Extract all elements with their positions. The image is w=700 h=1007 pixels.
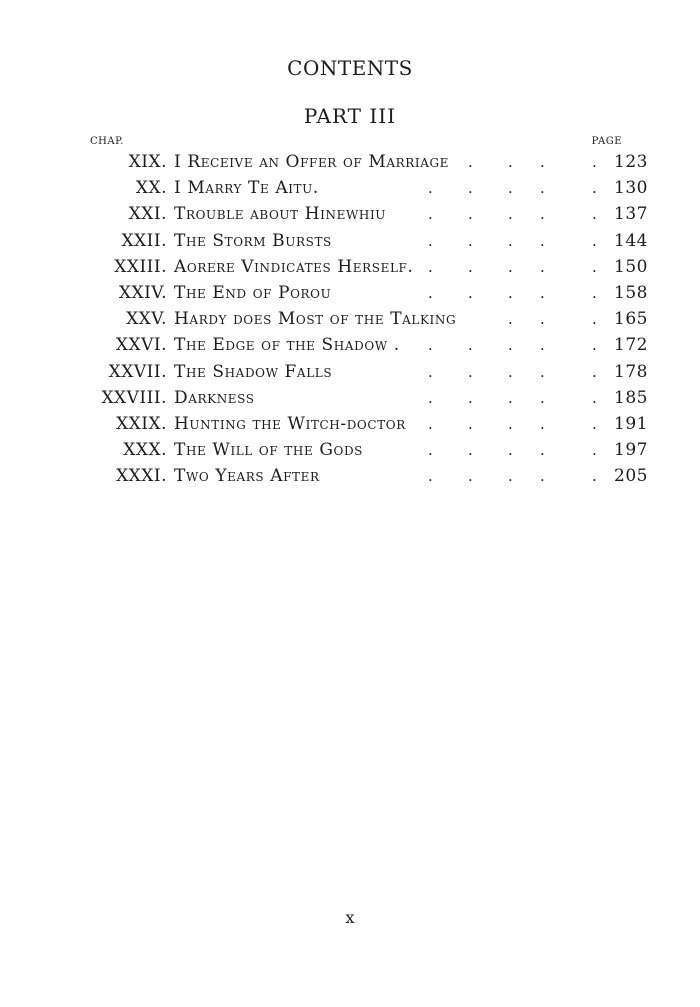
leader-dot: . [592, 153, 597, 171]
chapter-number: XXI. [128, 204, 167, 225]
toc-entry[interactable] [0, 149, 700, 175]
leader-dot: . [428, 205, 433, 224]
leader-dot: . [428, 467, 433, 486]
leader-dot: . [540, 362, 545, 381]
leader-dot: . [468, 362, 473, 381]
chapter-page: 165 [614, 309, 648, 330]
leader-dot: . [468, 441, 473, 460]
chapter-page: 150 [614, 256, 648, 277]
part-heading: PART III [303, 104, 397, 128]
leader-dot: . [508, 179, 513, 198]
leader-dot: . [468, 414, 473, 433]
chapter-number: XXIII. [114, 256, 167, 277]
leader-dot: . [540, 414, 545, 433]
chapter-page: 185 [614, 387, 648, 408]
page-number: x [345, 908, 355, 927]
chapter-number: XIX. [128, 152, 167, 172]
chapter-number: XXV. [126, 309, 167, 330]
leader-dot: . [508, 283, 513, 302]
toc-entry[interactable] [0, 385, 700, 411]
chapter-number: XXIX. [116, 413, 167, 434]
leader-dot: . [508, 257, 513, 276]
leader-dot: . [468, 179, 473, 198]
leader-dot: . [592, 310, 597, 329]
leader-dot: . [540, 336, 545, 355]
toc-entry[interactable] [0, 280, 700, 306]
chapter-number: XX. [135, 178, 167, 199]
chapter-page: 205 [614, 466, 648, 487]
leader-dot: . [468, 336, 473, 355]
leader-dot: . [508, 336, 513, 355]
chapter-title[interactable]: Aorere Vindicates Herself. [174, 256, 414, 277]
chapter-number: XXX. [123, 440, 167, 461]
leader-dot: . [428, 231, 433, 250]
table-of-contents [0, 149, 700, 489]
toc-entry[interactable] [0, 437, 700, 463]
leader-dot: . [540, 179, 545, 198]
leader-dot: . [592, 467, 597, 486]
chapter-page: 197 [614, 440, 648, 461]
leader-dot: . [508, 231, 513, 250]
leader-dot: . [592, 205, 597, 224]
leader-dot: . [468, 153, 473, 171]
toc-entry[interactable] [0, 359, 700, 385]
leader-dot: . [592, 231, 597, 250]
leader-dot: . [508, 388, 513, 407]
chapter-page: 144 [614, 230, 648, 251]
leader-dot: . [508, 310, 513, 329]
chapter-page: 130 [614, 178, 648, 199]
leader-dot: . [540, 205, 545, 224]
chapter-number: XXVII. [108, 361, 167, 382]
chapter-title[interactable]: I Marry Te Aitu. [174, 178, 319, 199]
leader-dot: . [592, 441, 597, 460]
leader-dot: . [540, 388, 545, 407]
toc-entry[interactable] [0, 254, 700, 280]
chapter-title[interactable]: Hardy does Most of the Talking [174, 309, 457, 330]
leader-dot: . [508, 153, 513, 171]
leader-dot: . [428, 257, 433, 276]
leader-dot: . [428, 388, 433, 407]
chapter-number: XXII. [121, 230, 167, 251]
leader-dot: . [428, 441, 433, 460]
chapter-page: 191 [614, 413, 648, 434]
chapter-page: 178 [614, 361, 648, 382]
chapter-title[interactable]: Darkness [174, 387, 255, 408]
chapter-title[interactable]: I Receive an Offer of Marriage [174, 152, 450, 172]
leader-dot: . [468, 388, 473, 407]
chapter-number: XXVIII. [101, 387, 167, 408]
chapter-title[interactable]: Hunting the Witch-doctor [174, 413, 406, 434]
leader-dot: . [468, 283, 473, 302]
toc-entry[interactable] [0, 463, 700, 489]
leader-dot: . [592, 283, 597, 302]
toc-entry[interactable] [0, 201, 700, 227]
leader-dot: . [592, 388, 597, 407]
chapter-title[interactable]: The End of Porou [174, 282, 332, 303]
chapter-page: 137 [614, 204, 648, 225]
leader-dot: . [540, 441, 545, 460]
leader-dot: . [508, 362, 513, 381]
chapter-number: XXIV. [118, 282, 167, 303]
leader-dot: . [508, 414, 513, 433]
leader-dot: . [428, 179, 433, 198]
toc-entry[interactable] [0, 411, 700, 437]
chapter-title[interactable]: The Storm Bursts [174, 230, 332, 251]
leader-dot: . [592, 414, 597, 433]
leader-dot: . [540, 310, 545, 329]
leader-dot: . [468, 205, 473, 224]
leader-dot: . [468, 467, 473, 486]
leader-dot: . [468, 257, 473, 276]
chap-column-label: CHAP. [90, 136, 124, 147]
page-title: CONTENTS [287, 56, 413, 80]
chapter-page: 158 [614, 282, 648, 303]
leader-dot: . [540, 153, 545, 171]
leader-dot: . [592, 257, 597, 276]
leader-dot: . [540, 231, 545, 250]
chapter-number: XXXI. [116, 466, 167, 487]
chapter-title[interactable]: The Shadow Falls [174, 361, 333, 382]
chapter-title[interactable]: The Will of the Gods [174, 440, 363, 461]
chapter-title[interactable]: Two Years After [174, 466, 320, 487]
leader-dot: . [508, 441, 513, 460]
leader-dot: . [428, 362, 433, 381]
leader-dot: . [540, 283, 545, 302]
toc-entry[interactable] [0, 332, 700, 358]
leader-dot: . [540, 257, 545, 276]
leader-dot: . [428, 283, 433, 302]
leader-dot: . [508, 205, 513, 224]
leader-dot: . [468, 231, 473, 250]
page-column-label: PAGE [591, 136, 622, 147]
leader-dot: . [428, 336, 433, 355]
leader-dot: . [428, 414, 433, 433]
leader-dot: . [592, 362, 597, 381]
toc-entry[interactable] [0, 175, 700, 201]
chapter-number: XXVI. [115, 335, 167, 356]
toc-entry[interactable] [0, 228, 700, 254]
chapter-page: 172 [614, 335, 648, 356]
chapter-title[interactable]: Trouble about Hinewhiu [174, 204, 387, 225]
leader-dot: . [592, 336, 597, 355]
leader-dot: . [508, 467, 513, 486]
chapter-page: 123 [614, 152, 648, 172]
toc-entry[interactable] [0, 306, 700, 332]
leader-dot: . [592, 179, 597, 198]
chapter-title[interactable]: The Edge of the Shadow . [174, 335, 400, 356]
leader-dot: . [540, 467, 545, 486]
